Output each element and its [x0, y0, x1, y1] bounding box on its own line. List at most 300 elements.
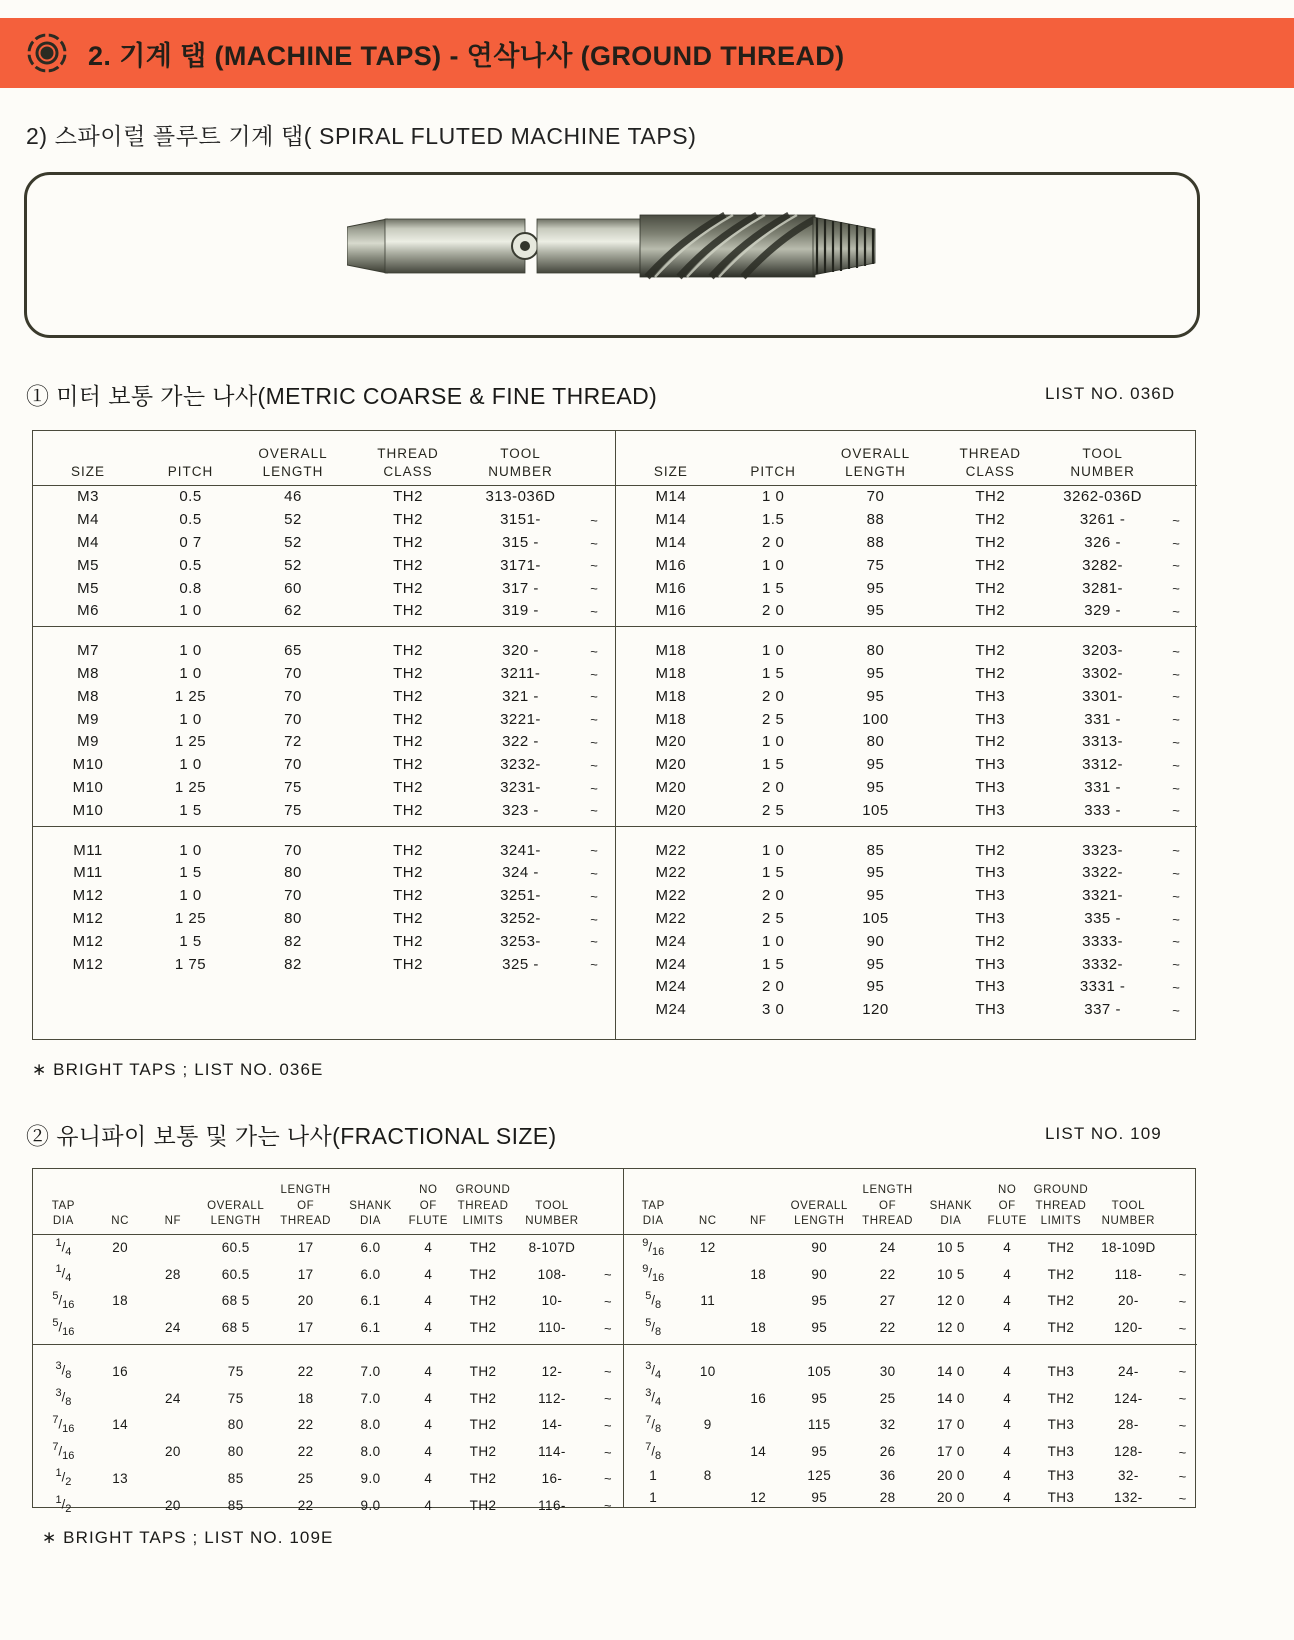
table-cell: TH3: [975, 1001, 1006, 1019]
table-cell: TH3: [975, 978, 1006, 996]
table-cell: 88: [866, 511, 885, 529]
table-cell: 18: [112, 1293, 129, 1309]
table-row: [33, 1492, 623, 1519]
table-cell: 3171-: [500, 556, 541, 574]
table-cell: 329 -: [1084, 602, 1121, 620]
table-cell: [147, 1235, 200, 1262]
ditto-mark: ~: [590, 535, 598, 551]
table-cell: 2 0: [761, 978, 785, 996]
table-cell: TH3: [975, 687, 1006, 705]
table-cell: 1 75: [174, 955, 207, 973]
column-header: NO OF FLUTE: [987, 1184, 1027, 1228]
table-row: [33, 627, 615, 663]
table-cell: 128-: [1114, 1444, 1143, 1460]
table-cell: 3331 -: [1079, 978, 1126, 996]
table-cell: TH2: [393, 556, 423, 574]
table-cell: 8-107D: [528, 1239, 576, 1255]
ditto-mark: ~: [1172, 957, 1180, 973]
table-row: [616, 486, 1197, 509]
fractional-table-right-half: [623, 1169, 1197, 1507]
table-cell: $^5/_8$: [645, 1290, 662, 1311]
ditto-mark: ~: [590, 865, 598, 881]
table-cell: TH2: [975, 534, 1006, 552]
table-cell: 4: [1003, 1490, 1012, 1506]
table-cell: TH3: [975, 756, 1006, 774]
ditto-mark: ~: [1172, 934, 1180, 950]
table-cell: 85: [227, 1497, 244, 1513]
table-cell: 14: [750, 1444, 767, 1460]
table-cell: 4: [1003, 1468, 1012, 1484]
table-cell: 27: [879, 1293, 896, 1309]
table-cell: TH2: [393, 841, 423, 859]
table-cell: 1 5: [761, 756, 785, 774]
table-cell: 112-: [538, 1390, 566, 1406]
ditto-mark: ~: [603, 1444, 612, 1460]
table-cell: M10: [72, 779, 104, 796]
table-cell: M22: [655, 864, 687, 882]
table-cell: 0.5: [179, 556, 202, 574]
table-row: [624, 1487, 1197, 1509]
ditto-mark: ~: [590, 734, 598, 750]
table-cell: TH2: [975, 556, 1006, 574]
table-cell: 3221-: [500, 710, 541, 728]
table-cell: 4: [424, 1320, 433, 1336]
table-cell: M5: [77, 579, 99, 597]
table-cell: 22: [879, 1266, 896, 1282]
fractional-left-table: [33, 1183, 623, 1519]
ditto-mark: ~: [603, 1293, 612, 1309]
table-cell: TH3: [975, 909, 1006, 927]
table-cell: 319 -: [502, 602, 539, 620]
table-row: [33, 954, 615, 977]
table-cell: M8: [77, 687, 99, 705]
table-cell: 6.1: [360, 1320, 381, 1336]
table-cell: 114-: [538, 1444, 566, 1460]
ditto-mark: ~: [603, 1391, 612, 1407]
table-cell: 1 5: [761, 665, 785, 683]
table-cell: [733, 1288, 784, 1315]
table-cell: 3281-: [1082, 579, 1124, 597]
table-cell: 95: [866, 779, 885, 796]
table-row: [33, 1315, 623, 1342]
table-cell: M9: [77, 733, 99, 751]
table-cell: 28-: [1118, 1417, 1139, 1433]
ditto-mark: ~: [1178, 1364, 1187, 1380]
table-row: [33, 663, 615, 686]
table-cell: 1 5: [179, 801, 202, 819]
column-header: TAP DIA: [641, 1199, 665, 1228]
table-row: [33, 800, 615, 823]
table-cell: TH3: [975, 864, 1006, 882]
table-row: [33, 709, 615, 732]
table-cell: TH3: [975, 955, 1006, 973]
table-cell: 90: [866, 932, 885, 950]
column-header: NC: [111, 1215, 130, 1228]
table-cell: 1 0: [761, 841, 785, 859]
column-header: LENGTH OF THREAD: [862, 1184, 914, 1228]
table-cell: TH2: [393, 779, 423, 796]
table-row: [33, 908, 615, 931]
table-cell: 16: [750, 1390, 767, 1406]
table-cell: $^7/_8$: [645, 1440, 662, 1462]
table-cell: 75: [227, 1363, 244, 1379]
ditto-mark: ~: [590, 957, 598, 973]
ditto-mark: ~: [1178, 1320, 1187, 1336]
table-cell: 3232-: [500, 756, 541, 774]
table-cell: [682, 1487, 733, 1509]
metric-table-right-half: [615, 431, 1197, 1039]
table-row: [616, 555, 1197, 578]
table-cell: 2 0: [761, 887, 785, 905]
table-cell: 1 0: [179, 602, 202, 620]
table-cell: 20-: [1118, 1293, 1139, 1309]
table-cell: 14 0: [936, 1390, 965, 1406]
ditto-mark: ~: [1178, 1391, 1187, 1407]
ditto-mark: ~: [1172, 666, 1180, 682]
table-cell: TH2: [975, 488, 1006, 506]
table-cell: TH2: [393, 733, 423, 751]
table-cell: M20: [655, 733, 687, 751]
table-cell: 3323-: [1082, 841, 1124, 859]
column-header: NF: [164, 1215, 182, 1228]
table-cell: 12 0: [936, 1320, 965, 1336]
table-cell: 20: [297, 1293, 314, 1309]
table-cell: 10 5: [936, 1266, 965, 1282]
table-row: [624, 1385, 1197, 1412]
table-cell: 20: [164, 1444, 181, 1460]
table-cell: 4: [1003, 1444, 1012, 1460]
table-row: [616, 885, 1197, 908]
table-cell: 1 0: [179, 887, 202, 905]
table-cell: M14: [655, 488, 687, 506]
table-cell: $^9/_{16}$: [642, 1263, 665, 1285]
table-cell: 1 5: [761, 579, 785, 597]
ditto-mark: ~: [1172, 911, 1180, 927]
table-cell: $^7/_{16}$: [52, 1440, 75, 1462]
table-cell: 22: [879, 1320, 896, 1336]
table-cell: 0.5: [179, 488, 202, 506]
table-cell: 16-: [541, 1470, 563, 1486]
illustration-frame: [24, 172, 1200, 338]
table-cell: 17 0: [936, 1417, 965, 1433]
table-row: [33, 754, 615, 777]
table-cell: TH2: [975, 932, 1006, 950]
table-cell: 3321-: [1082, 887, 1124, 905]
ditto-mark: ~: [1178, 1444, 1187, 1460]
table-cell: 320 -: [502, 642, 539, 660]
ditto-mark: ~: [1172, 757, 1180, 773]
table-cell: 1: [649, 1468, 658, 1484]
table-row: [33, 827, 615, 863]
ditto-mark: [573, 486, 615, 509]
table-cell: TH2: [469, 1444, 497, 1460]
table-cell: 1 5: [179, 932, 202, 950]
table-cell: 18: [297, 1390, 314, 1406]
table-cell: TH2: [469, 1320, 497, 1336]
table-header-row: [624, 1183, 1197, 1230]
table-row: [616, 663, 1197, 686]
page-title: 2. 기계 탭 (MACHINE TAPS) - 연삭나사 (GROUND THREAD): [88, 40, 845, 71]
table-cell: TH2: [975, 511, 1006, 529]
table-cell: TH3: [975, 887, 1006, 905]
table-row: [624, 1439, 1197, 1466]
table-cell: 3211-: [500, 665, 541, 683]
table-cell: 118-: [1114, 1266, 1143, 1282]
column-header: NF: [750, 1215, 767, 1228]
table-row: [616, 709, 1197, 732]
fractional-taps-table: [32, 1168, 1196, 1516]
table-cell: 75: [227, 1390, 244, 1406]
table-cell: M3: [77, 488, 99, 506]
ditto-mark: ~: [590, 581, 598, 597]
table-cell: TH2: [393, 534, 423, 552]
table-cell: M20: [655, 756, 687, 774]
ditto-mark: ~: [590, 643, 598, 659]
table-cell: 68 5: [221, 1293, 250, 1309]
table-cell: 18: [750, 1266, 767, 1282]
table-cell: 18-109D: [1101, 1239, 1156, 1255]
table-cell: 3261 -: [1079, 511, 1126, 529]
column-header: LENGTH OF THREAD: [280, 1184, 332, 1228]
table-cell: 1 0: [761, 556, 785, 574]
table-cell: [733, 1465, 784, 1487]
table-row: [33, 1439, 623, 1466]
table-row: [33, 885, 615, 908]
table-cell: M16: [655, 602, 687, 620]
table-cell: TH2: [975, 602, 1006, 620]
table-cell: 95: [811, 1390, 828, 1406]
table-cell: 16: [112, 1363, 129, 1379]
table-cell: 1 0: [179, 841, 202, 859]
table-cell: 82: [284, 932, 302, 950]
table-cell: TH2: [393, 955, 423, 973]
table-row: [616, 862, 1197, 885]
table-cell: 322 -: [502, 733, 539, 751]
table-cell: M24: [655, 978, 687, 996]
table-row: [616, 532, 1197, 555]
table-cell: 30: [879, 1363, 896, 1379]
table-cell: TH2: [393, 801, 423, 819]
table-cell: 12-: [541, 1363, 563, 1379]
table-row: [616, 827, 1197, 863]
table-cell: TH2: [975, 841, 1006, 859]
column-header: TOOL NUMBER: [1070, 446, 1135, 480]
column-header: OVERALL LENGTH: [258, 446, 328, 480]
table-cell: TH2: [393, 488, 423, 506]
table-cell: TH3: [1047, 1363, 1075, 1379]
metric-table-left-half: [33, 431, 615, 1039]
table-cell: 70: [284, 687, 302, 705]
ditto-mark: ~: [590, 512, 598, 528]
table-cell: 116-: [538, 1497, 566, 1513]
table-cell: [94, 1261, 147, 1288]
table-row: [616, 754, 1197, 777]
table-cell: M4: [77, 534, 99, 552]
table-cell: 2 0: [761, 687, 785, 705]
table-cell: 95: [811, 1444, 828, 1460]
table-cell: 7.0: [360, 1363, 381, 1379]
table-cell: 3203-: [1082, 642, 1124, 660]
table-cell: TH2: [469, 1293, 497, 1309]
ditto-mark: ~: [1178, 1417, 1187, 1433]
table-cell: 3301-: [1082, 687, 1124, 705]
table-cell: 3332-: [1082, 955, 1124, 973]
ditto-mark: ~: [1172, 1002, 1180, 1018]
table-cell: 32: [879, 1417, 896, 1433]
table-cell: M20: [655, 801, 687, 819]
ditto-mark: ~: [590, 712, 598, 728]
table-cell: 324 -: [502, 864, 539, 882]
column-header: OVERALL LENGTH: [207, 1199, 265, 1228]
table-cell: TH2: [975, 642, 1006, 660]
ditto-mark: ~: [590, 888, 598, 904]
table-cell: 32-: [1118, 1468, 1139, 1484]
table-cell: 321 -: [502, 687, 539, 705]
table-cell: 335 -: [1084, 909, 1121, 927]
table-cell: 4: [1003, 1390, 1012, 1406]
table-cell: 88: [866, 534, 885, 552]
table-cell: [733, 1345, 784, 1385]
section1-title: ① 미터 보통 가는 나사(METRIC COARSE & FINE THREAD): [26, 383, 658, 409]
table-cell: $^3/_4$: [645, 1387, 662, 1409]
table-cell: 85: [227, 1470, 244, 1486]
table-row: [616, 908, 1197, 931]
ditto-mark: ~: [1172, 780, 1180, 796]
table-cell: 22: [297, 1417, 314, 1433]
ditto-mark: ~: [1172, 803, 1180, 819]
table-cell: 62: [284, 602, 302, 620]
table-cell: [147, 1345, 200, 1385]
table-cell: 95: [866, 687, 885, 705]
table-cell: 132-: [1114, 1490, 1143, 1506]
ditto-mark: ~: [1178, 1468, 1187, 1484]
table-cell: M12: [72, 887, 104, 905]
table-cell: M12: [72, 955, 104, 973]
column-header: TAP DIA: [51, 1199, 76, 1228]
table-cell: [147, 1465, 200, 1492]
table-cell: [682, 1439, 733, 1466]
table-row: [616, 731, 1197, 754]
column-header: SIZE: [70, 464, 105, 480]
table-cell: $^3/_4$: [645, 1360, 662, 1382]
ditto-mark: ~: [590, 934, 598, 950]
table-cell: 108-: [537, 1266, 567, 1282]
fractional-right-table: [624, 1183, 1197, 1509]
table-cell: 75: [284, 801, 302, 819]
column-header: PITCH: [750, 464, 796, 480]
table-cell: M24: [655, 932, 687, 950]
table-cell: M6: [77, 602, 99, 620]
ditto-mark: ~: [590, 780, 598, 796]
ditto-mark: ~: [1172, 979, 1180, 995]
table-cell: 3333-: [1082, 932, 1124, 950]
ditto-mark: ~: [1172, 712, 1180, 728]
table-row: [33, 555, 615, 578]
table-cell: TH3: [975, 801, 1006, 819]
table-cell: [733, 1235, 784, 1262]
ditto-mark: ~: [590, 843, 598, 859]
table-row: [33, 486, 615, 509]
column-header: GROUND THREAD LIMITS: [1033, 1184, 1089, 1228]
table-row: [33, 1412, 623, 1439]
table-cell: $^3/_8$: [55, 1360, 72, 1382]
table-cell: 46: [284, 488, 302, 506]
table-cell: 3241-: [500, 841, 541, 859]
table-cell: $^1/_2$: [55, 1494, 72, 1516]
table-cell: TH2: [393, 511, 423, 529]
ditto-mark: ~: [1172, 535, 1180, 551]
table-cell: M9: [77, 710, 99, 728]
table-cell: 95: [866, 579, 885, 597]
table-cell: 75: [866, 556, 885, 574]
column-header: THREAD CLASS: [959, 446, 1022, 480]
table-cell: 1 0: [179, 710, 202, 728]
table-cell: 2 0: [761, 602, 785, 620]
table-cell: 24: [164, 1320, 181, 1336]
table-cell: M18: [655, 642, 687, 660]
table-cell: 82: [284, 955, 302, 973]
table-row: [616, 578, 1197, 601]
table-cell: TH2: [469, 1470, 497, 1486]
ditto-mark: ~: [603, 1498, 612, 1513]
table-cell: TH2: [469, 1239, 497, 1255]
table-row: [624, 1261, 1197, 1288]
table-cell: 1 5: [761, 864, 785, 882]
table-cell: TH3: [1047, 1444, 1075, 1460]
table-cell: 26: [879, 1444, 896, 1460]
table-cell: TH3: [975, 710, 1006, 728]
table-cell: 52: [284, 534, 302, 552]
table-cell: 60.5: [221, 1266, 250, 1282]
table-cell: 13: [112, 1470, 129, 1486]
table-row: [33, 1288, 623, 1315]
table-cell: M12: [72, 932, 104, 950]
table-cell: 22: [297, 1497, 314, 1513]
table-cell: TH2: [1047, 1266, 1075, 1282]
table-cell: 95: [866, 955, 885, 973]
table-cell: 3252-: [500, 909, 541, 927]
table-cell: 95: [866, 665, 885, 683]
spiral-fluted-tap-illustration: [347, 199, 887, 316]
table-cell: 4: [1003, 1417, 1012, 1433]
table-cell: 1 0: [179, 756, 202, 774]
table-cell: 0 7: [179, 534, 202, 552]
table-cell: M7: [77, 642, 99, 660]
table-row: [624, 1288, 1197, 1315]
ditto-mark: ~: [1172, 581, 1180, 597]
table-cell: 95: [811, 1320, 828, 1336]
table-row: [33, 1261, 623, 1288]
table-cell: $^5/_8$: [645, 1316, 662, 1338]
table-cell: TH2: [1047, 1390, 1075, 1406]
table-cell: 12: [750, 1490, 767, 1506]
table-row: [616, 999, 1197, 1022]
table-cell: 80: [227, 1444, 244, 1460]
section2-title: ② 유니파이 보통 및 가는 나사(FRACTIONAL SIZE): [26, 1123, 557, 1149]
table-cell: 95: [866, 602, 885, 620]
table-cell: M16: [655, 579, 687, 597]
table-cell: $^9/_{16}$: [642, 1236, 665, 1258]
table-row: [616, 509, 1197, 532]
table-cell: M4: [77, 511, 99, 529]
table-cell: 24-: [1118, 1363, 1139, 1379]
ditto-mark: ~: [603, 1417, 612, 1433]
table-cell: 323 -: [502, 801, 539, 819]
table-cell: M14: [655, 534, 687, 552]
table-cell: 60.5: [221, 1239, 250, 1255]
metric-taps-table: [32, 430, 1196, 1040]
table-cell: 14-: [541, 1417, 563, 1433]
